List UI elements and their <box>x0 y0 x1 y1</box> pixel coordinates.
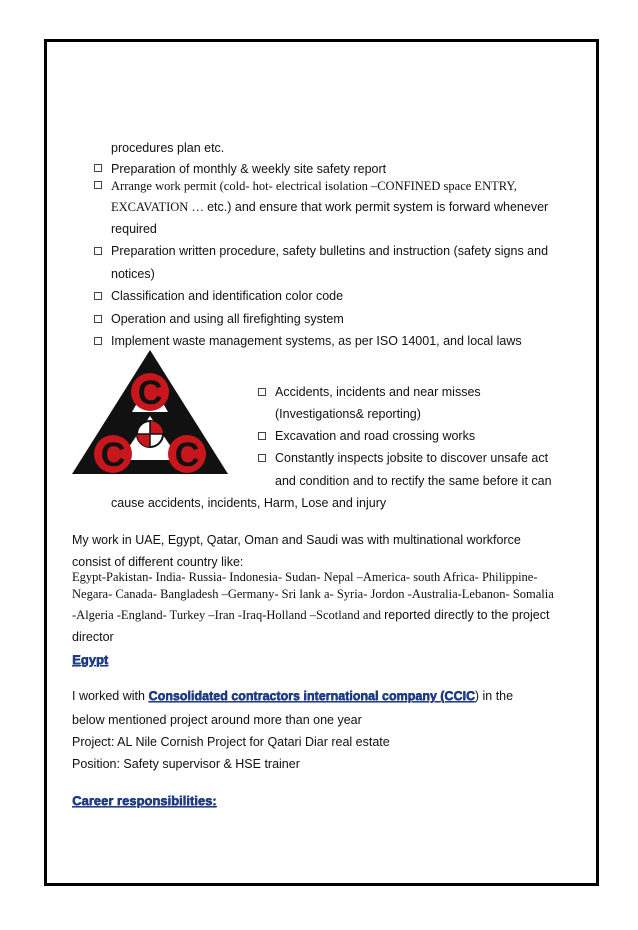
ccc-logo <box>72 350 228 474</box>
list-item: Constantly inspects jobsite to discover unsafe act <box>275 451 549 465</box>
paragraph-line: Egypt-Pakistan- India- Russia- Indonesia- Sudan- Nepal –America- south Africa- Philippine- <box>72 570 538 584</box>
list-item: Arrange work permit (cold- hot- electrical isolation –CONFINED space ENTRY, <box>111 179 517 193</box>
list-item-continuation: and condition and to rectify the same before it can <box>275 474 552 488</box>
text-span: etc.) and ensure that work permit system is forward whenever <box>207 200 549 214</box>
logo-letter: C <box>100 436 126 474</box>
bullet-box-icon <box>94 181 102 189</box>
list-item: Classification and identification color code <box>111 289 344 303</box>
bullet-box-icon <box>258 454 266 462</box>
company-name: Consolidated contractors international company (CCIC <box>148 689 475 703</box>
bullet-box-icon <box>94 247 102 255</box>
list-item-continuation: notices) <box>111 267 155 281</box>
list-item-continuation: (Investigations& reporting) <box>275 407 421 421</box>
section-heading-egypt: Egypt <box>72 652 109 667</box>
list-item: Operation and using all firefighting system <box>111 312 344 326</box>
list-item: Preparation written procedure, safety bulletins and instruction (safety signs and <box>111 244 549 258</box>
logo-letter: C <box>174 436 200 474</box>
bullet-box-icon <box>258 432 266 440</box>
text-span: I worked with <box>72 689 149 703</box>
paragraph-line: director <box>72 630 114 644</box>
bullet-box-icon <box>258 388 266 396</box>
paragraph-line <box>72 688 513 704</box>
list-item: Excavation and road crossing works <box>275 429 476 443</box>
serif-text: EXCAVATION … <box>111 200 208 214</box>
list-item: Preparation of monthly & weekly site safety report <box>111 162 387 176</box>
project-line: Project: AL Nile Cornish Project for Qatari Diar real estate <box>72 735 390 749</box>
logo-letter: C <box>137 374 163 412</box>
list-item-continuation: required <box>111 222 157 236</box>
paragraph-line: Negara- Canada- Bangladesh –Germany- Sri lank a- Syria- Jordon -Australia-Lebanon- Somalia <box>72 587 554 601</box>
bullet-box-icon <box>94 164 102 172</box>
text-span: reported directly to the project <box>384 608 550 622</box>
paragraph-line: below mentioned project around more than one year <box>72 713 362 727</box>
list-item: Implement waste management systems, as per ISO 14001, and local laws <box>111 334 522 348</box>
paragraph-line: My work in UAE, Egypt, Qatar, Oman and Saudi was with multinational workforce <box>72 533 521 547</box>
text-span: ) in the <box>474 689 514 703</box>
bullet-box-icon <box>94 337 102 345</box>
paragraph-line <box>72 607 549 623</box>
list-item: Accidents, incidents and near misses <box>275 385 481 399</box>
serif-text: -Algeria -England- Turkey –Iran -Iraq-Holland –Scotland and <box>72 608 385 622</box>
section-heading-career: Career responsibilities: <box>72 793 217 808</box>
list-continuation: procedures plan etc. <box>111 141 225 155</box>
bullet-box-icon <box>94 315 102 323</box>
list-item-continuation <box>111 199 548 215</box>
list-item-continuation: cause accidents, incidents, Harm, Lose and injury <box>111 496 387 510</box>
bullet-box-icon <box>94 292 102 300</box>
paragraph-line: consist of different country like: <box>72 555 244 569</box>
position-line: Position: Safety supervisor & HSE trainer <box>72 757 300 771</box>
